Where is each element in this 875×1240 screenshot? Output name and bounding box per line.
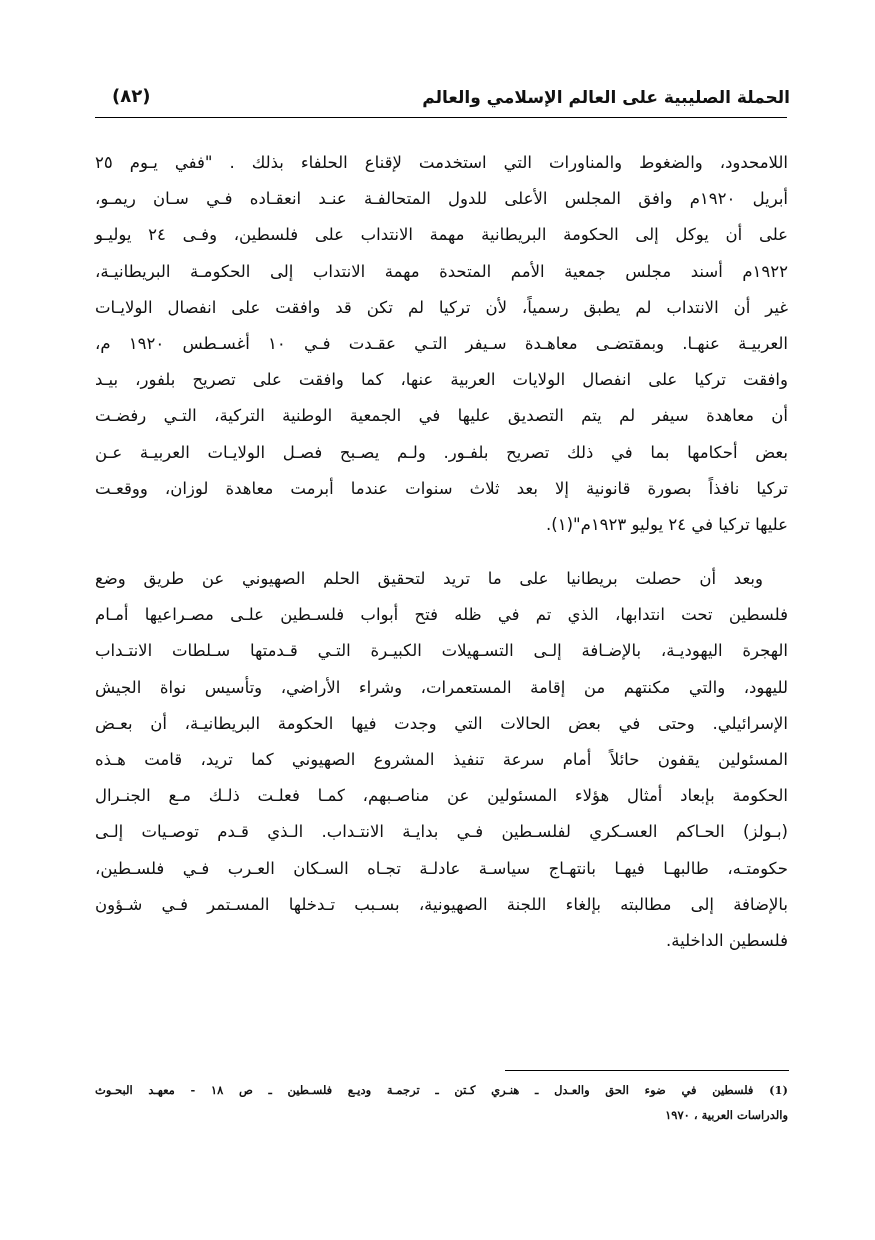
- paragraph-line: على أن يوكل إلى الحكومة البريطانية مهمة الانتداب على فلسطين، وفـى ٢٤ يوليـو: [95, 225, 788, 245]
- paragraph-line: (بـولز) الحـاكم العسـكري لفلسـطين فـي بدايـة الانتـداب. الـذي قـدم توصـيات إلـى: [95, 822, 788, 842]
- paragraph-line: الحكومة بإبعاد أمثال هؤلاء المسئولين عن مناصـبهم، كمـا فعلـت ذلـك مـع الجنـرال: [95, 786, 788, 806]
- page-number: (٨٢): [112, 86, 151, 107]
- paragraph-line: العربيـة عنهـا. وبمقتضـى معاهـدة سـيفر التـي عقـدت فـي ١٠ أغسـطس ١٩٢٠ م،: [95, 334, 788, 353]
- paragraph-line: الإسرائيلي. وحتى في بعض الحالات التي وجدت فيها الحكومة البريطانيـة، أن بعـض: [95, 713, 788, 733]
- paragraph-line: المسئولين يقفون حائلاً أمام سرعة تنفيذ المشروع الصهيوني كما تريد، قامت هـذه: [95, 750, 788, 769]
- paragraph-line: وبعد أن حصلت بريطانيا على ما تريد لتحقيق الحلم الصهيوني عن طريق وضع: [95, 569, 763, 588]
- paragraph-line: ١٩٢٢م أسند مجلس جمعية الأمم المتحدة مهمة الانتداب إلى الحكومـة البريطانيـة،: [95, 261, 788, 281]
- running-header-title: الحملة الصليبية على العالم الإسلامي والعالم: [422, 88, 790, 108]
- footnote-line: والدراسات العربية ، ١٩٧٠: [665, 1108, 788, 1122]
- paragraph-line: بالإضافة إلى مطالبته بإلغاء اللجنة الصهيونية، بسـبب تـدخلها المسـتمر فـي شـؤون: [95, 894, 788, 914]
- header-divider: [95, 117, 787, 118]
- paragraph-line: عليها تركيا في ٢٤ يوليو ١٩٢٣م"(١).: [546, 515, 788, 534]
- paragraph-line: فلسطين تحت انتدابها، الذي تم في ظله فتح أبواب فلسـطين علـى مصـراعيها أمـام: [95, 605, 788, 625]
- paragraph-line: فلسطين الداخلية.: [666, 931, 788, 950]
- paragraph-line: تركيا نافذاً بصورة قانونية إلا بعد ثلاث سنوات عندما أبرمت معاهدة لوزان، ووقعـت: [95, 478, 788, 498]
- paragraph-line: وافقت تركيا على انفصال الولايات العربية عنها، كما وافقت على تصريح بلفور، بيـد: [95, 370, 788, 390]
- paragraph-line: غير أن الانتداب لم يطبق رسمياً، لأن تركيا لم تكن قد وافقت على انفصال الولايـات: [95, 297, 788, 317]
- paragraph-line: لليهود، والتي مكنتهم من إقامة المستعمرات، وشراء الأراضي، وتأسيس نواة الجيش: [95, 677, 788, 697]
- paragraph-line: الهجرة اليهوديـة، بالإضـافة إلـى التسـهيلات الكبيـرة التـي قـدمتها سـلطات الانتـداب: [95, 641, 788, 661]
- paragraph-line: حكومتـه، طالبهـا فيهـا بانتهـاج سياسـة عادلـة تجـاه السـكان العـرب فـي فلسـطين،: [95, 858, 788, 878]
- paragraph-line: اللامحدود، والضغوط والمناورات التي استخدمت لإقناع الحلفاء بذلك . "ففي يـوم ٢٥: [95, 153, 788, 172]
- paragraph-line: بعض أحكامها بما في ذلك تصريح بلفـور. ولـم يصـبح فصـل الولايـات العربيـة عـن: [95, 442, 788, 462]
- paragraph-line: أن معاهدة سيفر لم يتم التصديق عليها في الجمعية الوطنية التركية، التـي رفضـت: [95, 406, 788, 426]
- footnote-line: (1) فلسطين في ضوء الحق والعـدل ـ هنـري كـتن ـ ترجمـة وديـع فلسـطين ـ ص ١٨ - معهـد البحـوث: [95, 1083, 788, 1097]
- footnote-divider: [505, 1070, 789, 1071]
- paragraph-line: أبريل ١٩٢٠م وافق المجلس الأعلى للدول المتحالفـة عنـد انعقـاده فـي سـان ريمـو،: [95, 189, 788, 209]
